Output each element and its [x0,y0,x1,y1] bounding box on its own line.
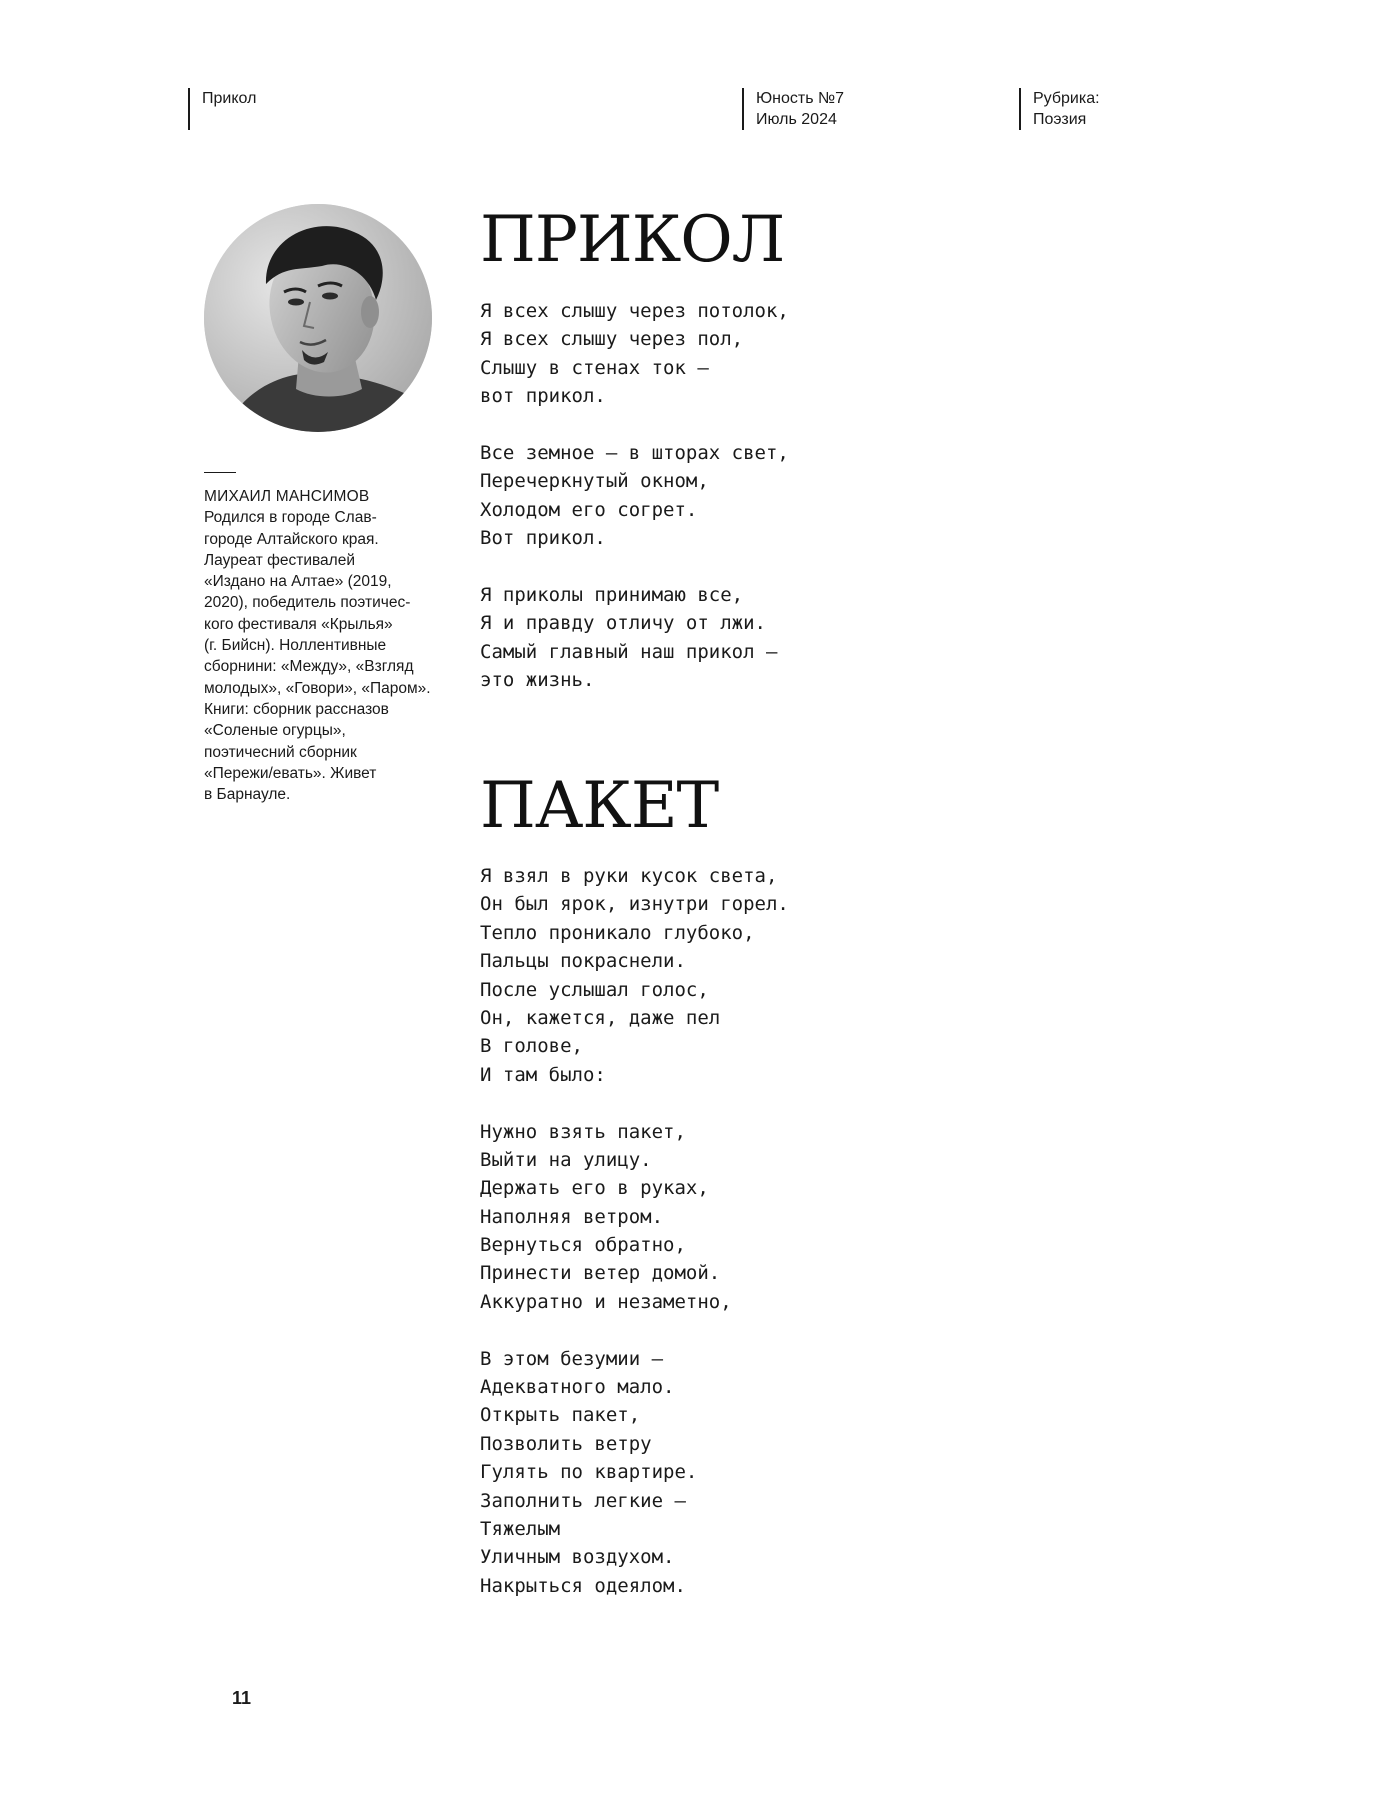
poem-line: Я всех слышу через пол, [480,328,744,351]
bio-line: молодых», «Говори», «Паром». [204,679,431,697]
poem-line: Я взял в руки кусок света, [480,865,778,887]
poem-line: Уличным воздухом. [480,1546,675,1569]
bio-line: «Издано на Алтае» (2019, [204,573,392,591]
poem-line: Все земное – в шторах свет, [480,441,789,464]
page-number: 11 [232,1688,252,1708]
poem-line: Холодом его согрет. [480,498,698,521]
bio-line: Лауреат фестивалей [204,551,356,569]
poem-line: Заполнить легкие – [480,1489,686,1512]
poem-line: Наполняя ветром. [480,1205,664,1228]
bio-line: «Пережи/евать». Живет [204,764,377,782]
bio-line: 2020), победитель поэтичес- [204,594,411,612]
rubric-value: Поэзия [1033,111,1087,128]
poem-line: Тепло проникало глубоко, [480,921,755,944]
poem-line: Адекватного мало. [480,1376,675,1399]
poem-line: Слышу в стенах ток – [480,356,709,379]
poem-line: В голове, [480,1035,583,1058]
poem-line: Аккуратно и незаметно, [480,1290,732,1313]
author-portrait [204,204,432,432]
rubric-label: Рубрика: [1033,90,1100,107]
poem-line: вот прикол. [480,385,606,408]
poem-line: Я всех слышу через потолок, [480,300,789,322]
poem-line: Накрыться одеялом. [480,1574,686,1597]
poem-line: Я и правду отличу от лжи. [480,612,766,635]
running-header-section [188,88,256,130]
poem-line: И там было: [480,1063,606,1086]
bio-line: (г. Бийсн). Ноллентивные [204,637,387,655]
bio-line: сборнини: «Между», «Взгляд [204,658,414,676]
poem-line: Тяжелым [480,1517,561,1540]
poem-title: ПАКЕТ [480,769,719,843]
poem-line: это жизнь. [480,669,595,692]
bio-line: поэтичесний сборник [204,743,357,761]
poem-line: Он, кажется, даже пел [480,1006,721,1029]
author-bio [204,486,454,805]
poem-line: После услышал голос, [480,978,709,1001]
poem-line: Нужно взять пакет, [480,1120,686,1143]
poem-line: Перечеркнутый окном, [480,470,709,493]
poem-line: Открыть пакет, [480,1404,641,1427]
poem-title: ПРИКОЛ [480,203,785,277]
poem-line: Он был ярок, изнутри горел. [480,893,789,916]
poem-line: Пальцы покраснели. [480,950,686,973]
running-header-rubric [1019,88,1100,130]
poem-body [480,862,789,1600]
bio-line: в Барнауле. [204,786,291,804]
bio-line: городе Алтайского края. [204,530,379,548]
poem-line: Позволить ветру [480,1432,652,1455]
issue-date: Июль 2024 [756,111,837,128]
poem-line: Я приколы принимаю все, [480,583,744,606]
poem-line: Вернуться обратно, [480,1234,686,1257]
bio-line: «Соленые огурцы», [204,722,346,740]
stanza-break [480,411,789,439]
stanza-break [480,553,789,581]
stanza-break [480,1089,789,1117]
author-name: МИХАИЛ МАНСИМОВ [204,488,370,505]
poem-line: В этом безумии – [480,1347,664,1370]
poem-line: Принести ветер домой. [480,1262,721,1285]
poem-line: Гулять по квартире. [480,1461,698,1484]
poem-line: Самый главный наш прикол – [480,640,778,663]
poem-line: Вот прикол. [480,527,606,550]
poem-line: Держать его в руках, [480,1177,709,1200]
poem-body [480,297,789,694]
poem-line: Выйти на улицу. [480,1148,652,1171]
running-header-issue [742,88,844,130]
stanza-break [480,1316,789,1344]
bio-line: Родился в городе Слав- [204,509,377,527]
issue-name: Юность №7 [756,90,845,107]
bio-divider [204,472,236,473]
bio-line: Книги: сборник рассназов [204,700,389,718]
bio-line: кого фестиваля «Крылья» [204,615,393,633]
section-title: Прикол [202,90,257,107]
